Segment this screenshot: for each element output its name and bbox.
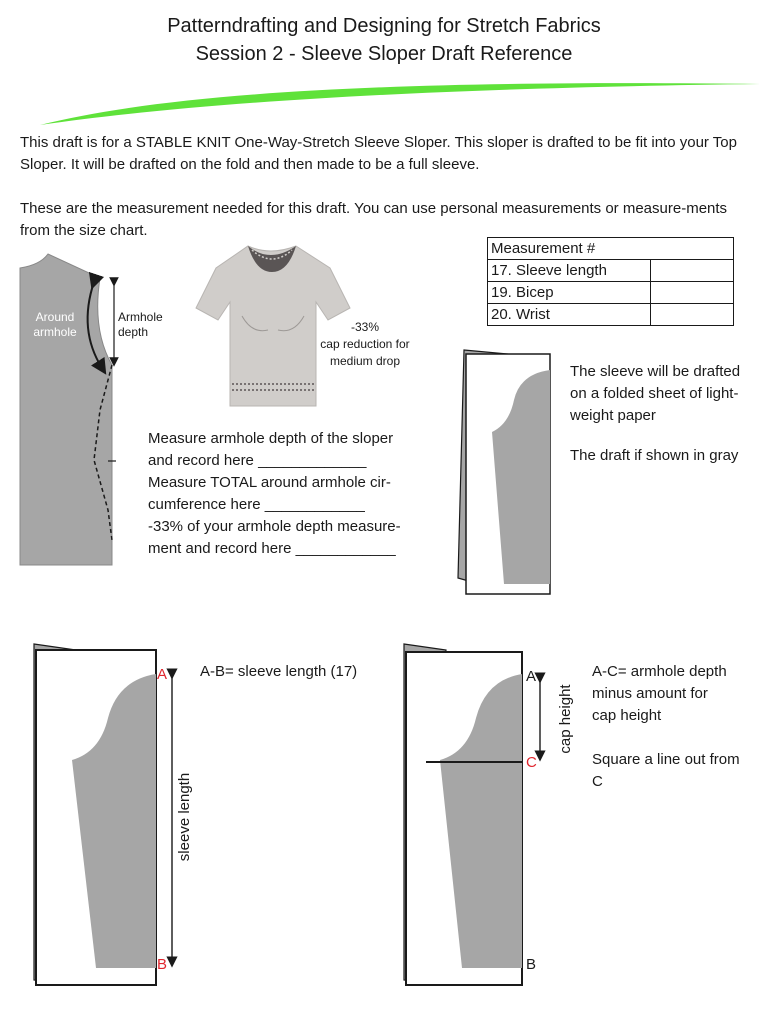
page-subtitle: Session 2 - Sleeve Sloper Draft Reference <box>195 43 573 65</box>
point-c-label: C <box>526 754 537 771</box>
measurement-table-header: Measurement # <box>488 238 734 260</box>
sheet-note-line: The sleeve will be drafted <box>570 363 741 380</box>
measurement-label: 17. Sleeve length <box>488 260 651 282</box>
instruction-line: and record here _____________ <box>148 452 367 469</box>
cap-height-vertical-label: cap height <box>557 684 574 754</box>
instruction-line: ment and record here ____________ <box>148 540 396 557</box>
measurement-input-box[interactable] <box>651 260 734 282</box>
measurement-table <box>487 237 734 326</box>
sheet-note-line: The draft if shown in gray <box>570 447 739 464</box>
sheet-note-line: weight paper <box>570 407 656 424</box>
point-b-label: B <box>526 956 537 973</box>
measurement-input-box[interactable] <box>651 282 734 304</box>
step-ac-line: C <box>592 773 603 790</box>
step-ac-line: A-C= armhole depth <box>592 663 727 680</box>
folded-sheet-diagram <box>454 346 564 600</box>
step-ab-text: A-B= sleeve length (17) <box>200 663 358 680</box>
intro-paragraph-1: This draft is for a STABLE KNIT One-Way-Stretch Sleeve Sloper. This sloper is drafted to be fit into your Top Sloper. It will be drafted on the fold and then made to be a full sleeve. <box>20 134 737 173</box>
around-armhole-label: Around armhole <box>33 310 77 339</box>
instruction-line: Measure armhole depth of the sloper <box>148 430 394 447</box>
point-b-label: B <box>157 956 168 973</box>
bodice-sloper-diagram <box>0 250 140 570</box>
sleeve-length-vertical-label: sleeve length <box>176 772 193 862</box>
cap-reduction-percent: -33% <box>350 320 379 334</box>
cap-reduction-note: cap reduction for <box>320 337 410 351</box>
measurement-label: 20. Wrist <box>488 304 651 326</box>
sleeve-length-diagram <box>20 640 190 990</box>
medium-drop-note: medium drop <box>329 354 401 368</box>
point-a-label: A <box>157 666 168 683</box>
measurement-label: 19. Bicep <box>488 282 651 304</box>
measurement-input-box[interactable] <box>651 304 734 326</box>
step-ac-line: cap height <box>592 707 662 724</box>
step-ac-line: Square a line out from <box>592 751 740 768</box>
green-swoosh-divider <box>0 70 768 130</box>
instruction-line: -33% of your armhole depth measure- <box>148 518 401 535</box>
point-a-label: A <box>526 668 537 685</box>
intro-paragraph-2: These are the measurement needed for this draft. You can use personal measurements or measure-ments from the size chart. <box>20 200 728 239</box>
page-title: Patterndrafting and Designing for Stretch Fabrics <box>167 15 601 37</box>
armhole-depth-label: Armhole depth <box>118 310 163 339</box>
step-ac-line: minus amount for <box>592 685 708 702</box>
instruction-line: Measure TOTAL around armhole cir- <box>148 474 391 491</box>
instruction-line: cumference here ____________ <box>148 496 365 513</box>
sheet-note-line: on a folded sheet of light- <box>570 385 739 402</box>
